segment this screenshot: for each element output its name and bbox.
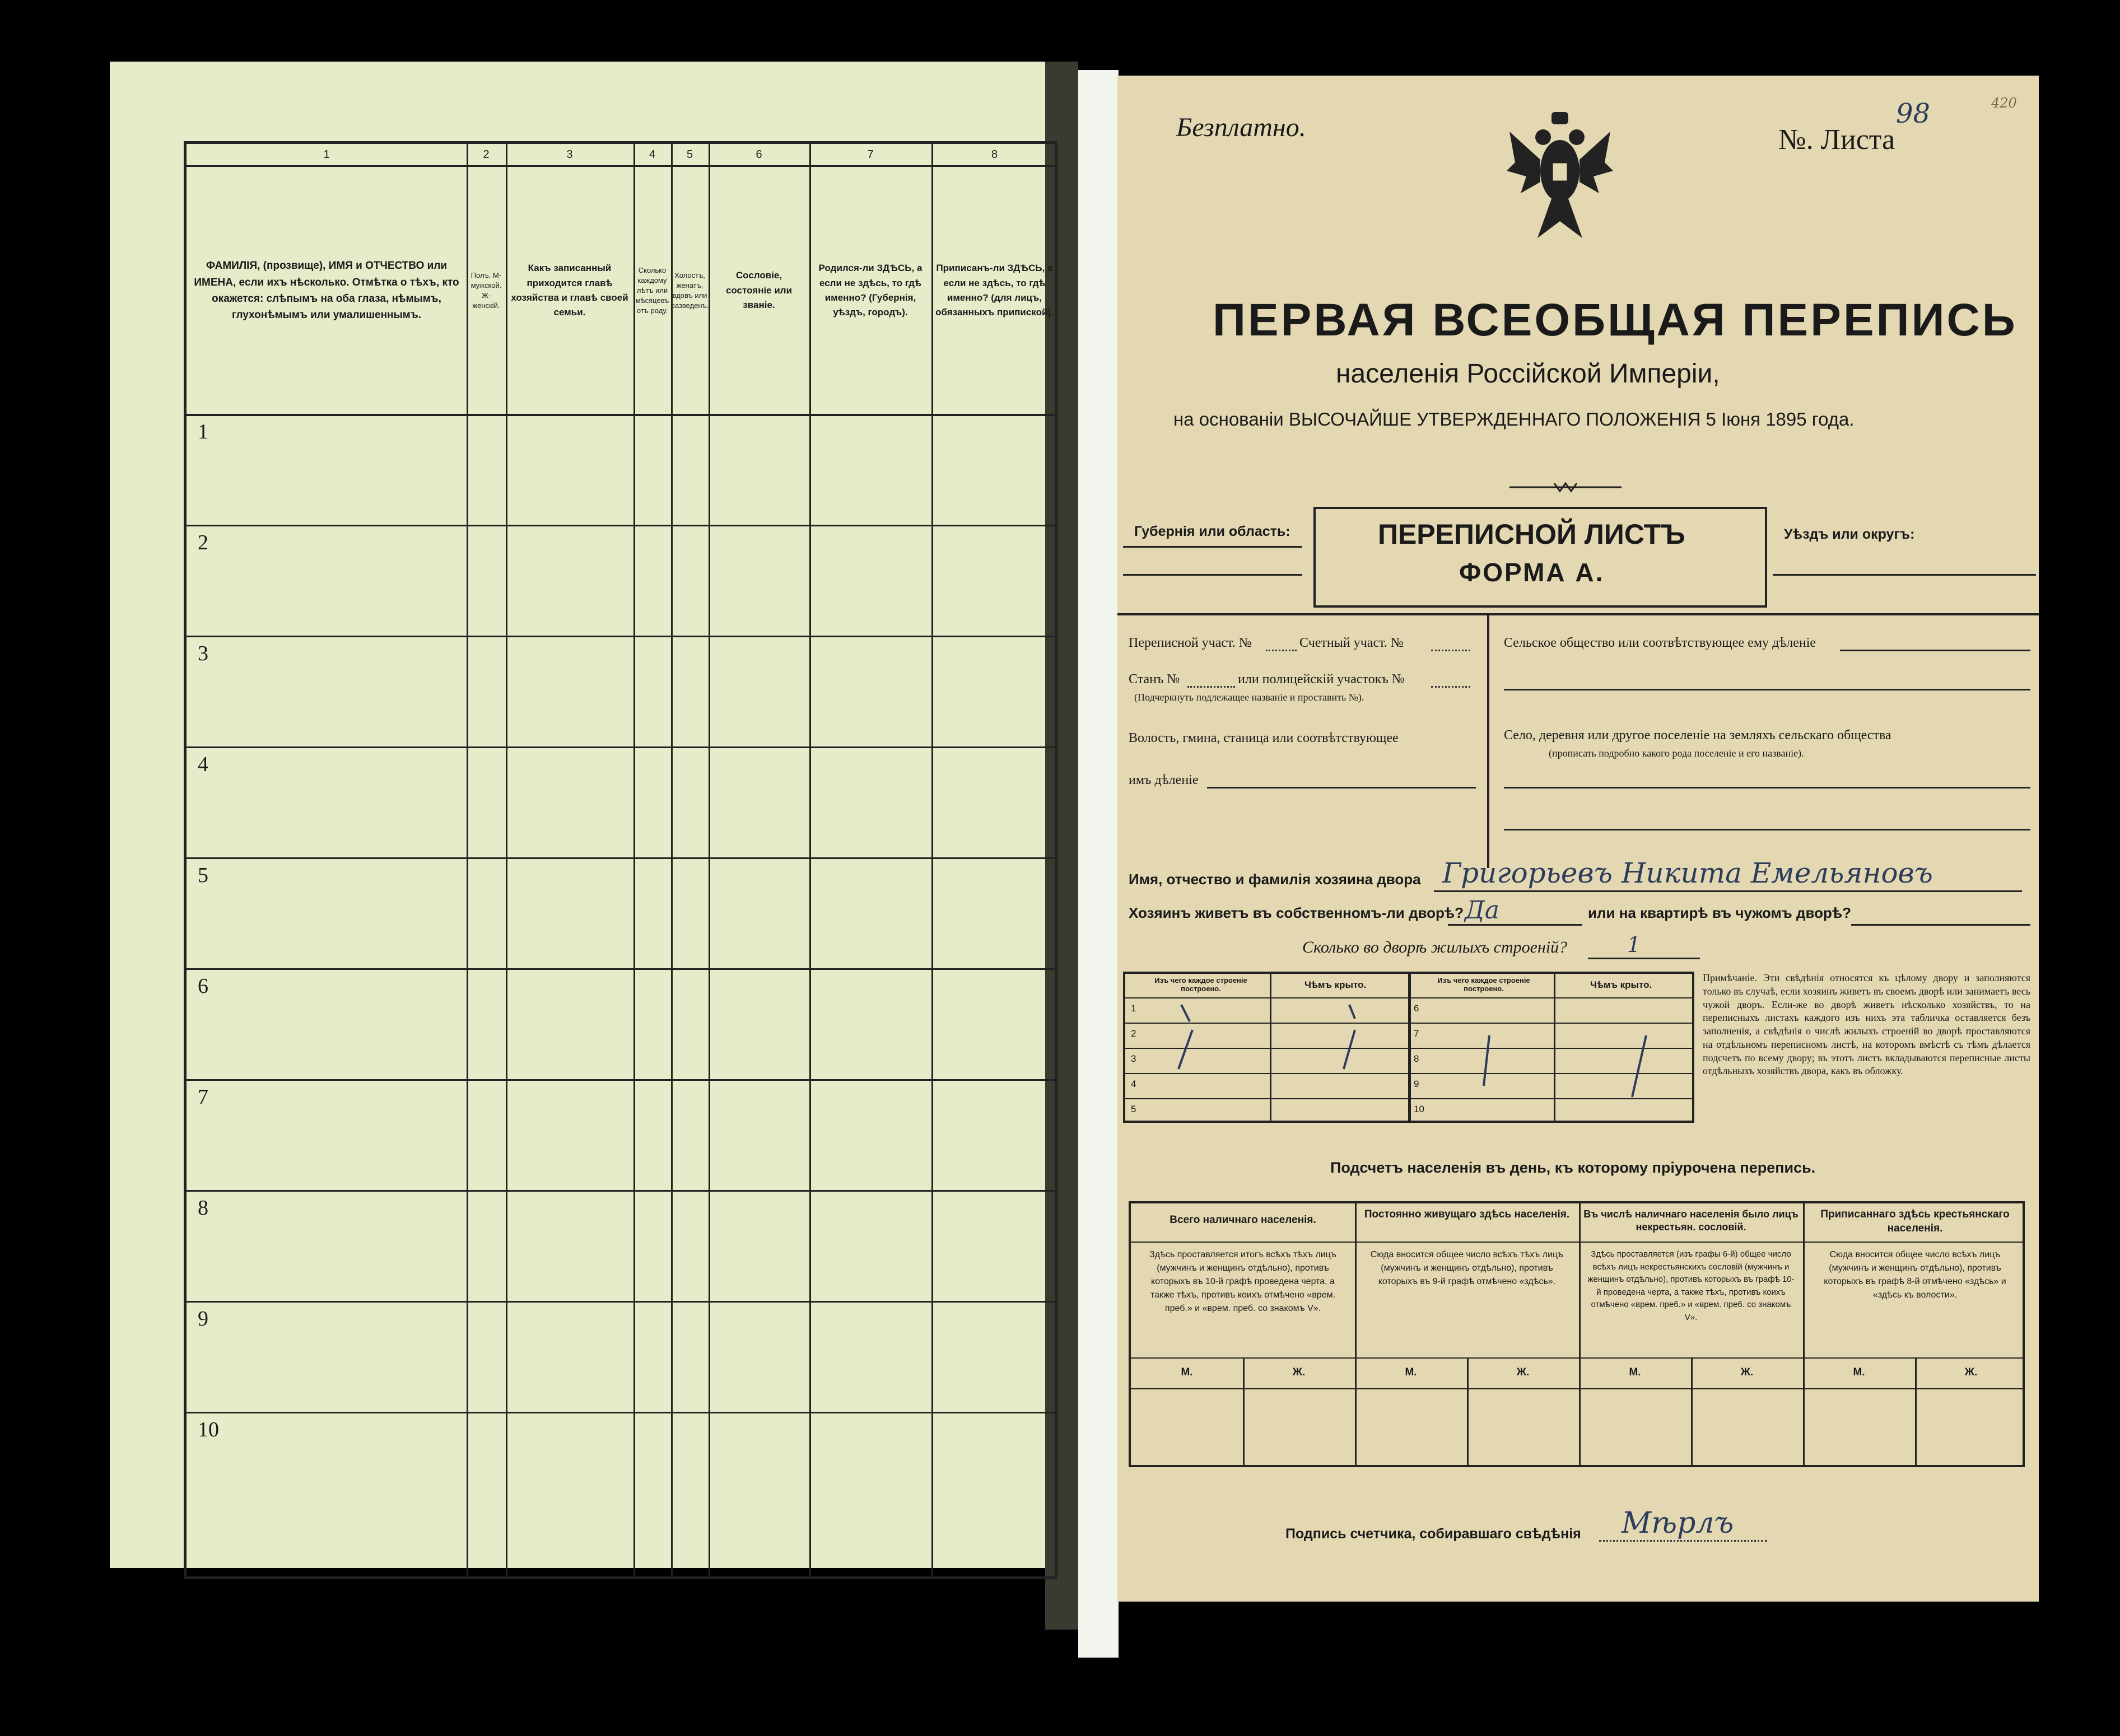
building-row-number: 1 <box>1131 1003 1136 1014</box>
signature-handwritten: Мѣрлъ <box>1622 1506 1734 1540</box>
row-number: 5 <box>198 864 208 887</box>
row-number: 9 <box>198 1307 208 1331</box>
roof-header: Чѣмъ крыто. <box>1590 979 1652 990</box>
building-row-number: 2 <box>1131 1028 1136 1039</box>
owner-handwritten: Григорьевъ Никита Емельяновъ <box>1442 857 1933 889</box>
double-headed-eagle-emblem <box>1504 109 1616 244</box>
material-header: Изъ чего каждое строеніе построено. <box>1437 976 1530 993</box>
summary-header: Постоянно живущаго здѣсь населенія. <box>1364 1208 1570 1220</box>
summary-header: Всего наличнаго населенія. <box>1170 1214 1316 1226</box>
building-row-number: 5 <box>1131 1104 1136 1114</box>
binding-strip <box>1078 70 1119 1658</box>
column-header-sex: Полъ. М-мужской. Ж-женскій. <box>470 270 502 310</box>
basis-line: на основаніи ВЫСОЧАЙШЕ УТВЕРЖДЕННАГО ПОЛОЖЕНІЯ 5 Іюня 1895 года. <box>1173 409 1855 430</box>
row-number: 3 <box>198 642 208 665</box>
volost-label: Волость, гмина, станица или соотвѣтствующее <box>1129 731 1399 745</box>
row-divider <box>187 1301 1055 1303</box>
rural-society-field[interactable] <box>1840 650 2030 651</box>
row-divider <box>187 1412 1055 1413</box>
summary-note: Здѣсь проставляется итогъ всѣхъ тѣхъ лицъ (мужчинъ и женщинъ отдѣльно), противъ которыхъ въ 10-й графѣ проведена черта, а также тѣхъ, противъ коихъ отмѣчено «врем. преб.» и «врем. преб. со знакомъ V». <box>1149 1250 1336 1313</box>
rent-field[interactable] <box>1851 924 2030 926</box>
owner-label: Имя, отчество и фамилія хозяина двора <box>1129 871 1421 888</box>
counting-section-label: Счетный участ. № <box>1299 636 1404 650</box>
province-line <box>1123 546 1302 548</box>
row-divider <box>187 746 1055 748</box>
column-number: 5 <box>686 148 693 161</box>
building-row-number: 9 <box>1414 1079 1419 1089</box>
section-divider <box>1117 613 2039 615</box>
row-number: 2 <box>198 531 208 554</box>
column-number: 6 <box>756 148 762 161</box>
column-number: 7 <box>867 148 874 161</box>
sex-label-m: М. <box>1853 1366 1865 1378</box>
column-header-name: ФАМИЛІЯ, (прозвище), ИМЯ и ОТЧЕСТВО или ИМЕНА, если ихъ нѣсколько. Отмѣтка о тѣхъ, кто окажется: слѣпымъ на оба глаза, нѣмымъ, глухонѣмымъ или умалишеннымъ. <box>194 260 459 321</box>
row-divider <box>187 1190 1055 1192</box>
row-number: 7 <box>198 1085 208 1109</box>
column-number: 2 <box>483 148 490 161</box>
subtitle: населенія Россійской Имперіи, <box>1336 359 1720 389</box>
building-row-number: 7 <box>1414 1028 1419 1039</box>
form-title: ПЕРЕПИСНОЙ ЛИСТЪ <box>1378 519 1685 550</box>
summary-note: Сюда вносится общее число всѣхъ тѣхъ лицъ (мужчинъ и женщинъ отдѣльно), противъ которыхъ въ 9-й графѣ отмѣчено «здѣсь». <box>1370 1250 1564 1286</box>
note-text: Примѣчаніе. Эти свѣдѣнія относятся къ цѣлому двору и заполняются только въ случаѣ, если хозяинъ живетъ въ своемъ дворѣ или занимаетъ весь чужой дворъ. Если-же во дворѣ живетъ нѣсколько хозяйствъ, то на переписныхъ листахъ каждого изъ нихъ эта табличка оставляется безъ заполненія, а свѣдѣнія о числѣ жилыхъ строеній во дворѣ проставляются на отдѣльномъ переписномъ листѣ, на которомъ вмѣстѣ съ тѣмъ дѣлается подсчетъ по всему двору; въ этотъ листъ вкладываются переписные листы отдѣльныхъ хозяйствъ двора, какъ въ обложку. <box>1703 972 2030 1077</box>
sex-label-f: Ж. <box>1740 1366 1754 1378</box>
stan-label: Станъ № <box>1129 672 1180 687</box>
form-subtitle: ФОРМА А. <box>1459 558 1605 587</box>
stan-field[interactable] <box>1187 686 1235 688</box>
building-row-number: 8 <box>1414 1053 1419 1064</box>
table-col <box>1355 1203 1357 1465</box>
column-number: 4 <box>649 148 656 161</box>
table-col <box>1803 1203 1805 1465</box>
summary-table <box>1129 1201 2025 1467</box>
material-header: Изъ чего каждое строеніе построено. <box>1154 976 1247 993</box>
table-row <box>1131 1357 2023 1359</box>
own-yard-label: Хозяинъ живетъ въ собственномъ-ли дворѣ? <box>1129 904 1464 921</box>
column-number: 3 <box>566 148 573 161</box>
counting-section-field[interactable] <box>1431 650 1470 651</box>
column-number: 8 <box>991 148 998 161</box>
header-divider <box>187 414 1055 416</box>
district-label: Уѣздъ или округъ: <box>1784 526 1915 542</box>
row-divider <box>187 636 1055 637</box>
ornament-divider <box>1509 482 1622 493</box>
police-section-field[interactable] <box>1431 686 1470 688</box>
handwritten-marks <box>1125 974 1697 1125</box>
free-label: Безплатно. <box>1176 113 1306 142</box>
row-number: 6 <box>198 974 208 998</box>
sex-label-m: М. <box>1181 1366 1193 1378</box>
rural-society-field-2[interactable] <box>1504 689 2030 690</box>
sex-label-f: Ж. <box>1516 1366 1530 1378</box>
column-header-registration: Приписанъ-ли ЗДѢСЬ, а если не здѣсь, то гдѣ именно? (для лицъ, обязанныхъ припиской). <box>935 263 1054 318</box>
volost-field[interactable] <box>1207 787 1476 788</box>
summary-header: Въ числѣ наличнаго населенія было лицъ некрестьян. сословій. <box>1583 1208 1798 1233</box>
signature-label: Подпись счетчика, собиравшаго свѣдѣнія <box>1285 1526 1581 1542</box>
sex-label-m: М. <box>1629 1366 1641 1378</box>
building-row-number: 3 <box>1131 1053 1136 1064</box>
main-title: ПЕРВАЯ ВСЕОБЩАЯ ПЕРЕПИСЬ <box>1213 295 2018 346</box>
section-divider <box>1487 613 1489 868</box>
census-table <box>184 141 1057 1579</box>
buildings-table <box>1123 972 1694 1123</box>
province-label: Губернія или область: <box>1134 524 1290 539</box>
table-col <box>1579 1203 1581 1465</box>
row-divider <box>187 525 1055 526</box>
sex-label-f: Ж. <box>1964 1366 1978 1378</box>
left-page <box>110 62 1054 1568</box>
summary-note: Сюда вносится общее число всѣхъ лицъ (мужчинъ и женщинъ отдѣльно), противъ которыхъ въ графѣ 8-й отмѣчено «здѣсь» и «здѣсь къ волости». <box>1824 1250 2006 1300</box>
row-number: 1 <box>198 420 208 444</box>
owner-field[interactable] <box>1434 890 2022 892</box>
header-divider <box>187 165 1055 167</box>
building-row-number: 10 <box>1414 1104 1424 1114</box>
right-page <box>1117 76 2039 1602</box>
sheet-number-label: №. Листа <box>1778 124 1895 156</box>
buildings-handwritten: 1 <box>1627 932 1641 957</box>
row-number: 4 <box>198 753 208 776</box>
buildings-label: Сколько во дворѣ жилыхъ строеній? <box>1302 938 1568 956</box>
column-header-estate: Сословіе, состояніе или званіе. <box>725 270 793 311</box>
buildings-field[interactable] <box>1588 958 1700 959</box>
column-header-age: Сколько каждому лѣтъ или мѣсяцевъ отъ роду. <box>635 265 669 315</box>
village-hint: (прописать подробно какого рода поселеніе и его названіе). <box>1549 748 1804 759</box>
table-row <box>1131 1388 2023 1389</box>
row-divider <box>187 1079 1055 1081</box>
row-divider <box>187 968 1055 970</box>
census-section-field[interactable] <box>1266 650 1297 651</box>
row-number: 8 <box>198 1196 208 1220</box>
summary-note: Здѣсь проставляется (изъ графы 6-й) общее число всѣхъ лицъ некрестьянскихъ сословій (мужчинъ и женщинъ отдѣльно), противъ которыхъ въ графѣ 10-й проведена черта, а также тѣхъ, противъ коихъ отмѣчено «врем. преб.» и «врем. преб. со знакомъ V». <box>1587 1249 1795 1322</box>
village-field-2[interactable] <box>1504 829 2030 830</box>
row-divider <box>187 857 1055 859</box>
district-line <box>1773 574 2036 576</box>
division-label: имъ дѣленіе <box>1129 773 1199 787</box>
census-section-label: Переписной участ. № <box>1129 636 1252 650</box>
village-label: Село, деревня или другое поселеніе на земляхъ сельскаго общества <box>1504 728 1891 743</box>
corner-note: 420 <box>1991 95 2017 111</box>
province-line <box>1123 574 1302 576</box>
building-row-number: 6 <box>1414 1003 1419 1014</box>
summary-title: Подсчетъ населенія въ день, къ которому пріурочена перепись. <box>1330 1159 1816 1176</box>
summary-header: Приписаннаго здѣсь крестьянскаго населенія. <box>1820 1208 2010 1234</box>
stan-hint: (Подчеркнуть подлежащее названіе и проставить №). <box>1134 692 1364 703</box>
column-header-birthplace: Родился-ли ЗДѢСЬ, а если не здѣсь, то гдѣ именно? (Губернія, уѣздъ, городъ). <box>818 263 922 318</box>
column-number: 1 <box>323 148 330 161</box>
police-section-label: или полицейскій участокъ № <box>1238 672 1405 687</box>
own-yard-handwritten: Да <box>1465 896 1500 925</box>
building-row-number: 4 <box>1131 1079 1136 1089</box>
sex-label-f: Ж. <box>1292 1366 1306 1378</box>
rent-label: или на квартирѣ въ чужомъ дворѣ? <box>1588 904 1852 921</box>
sex-label-m: М. <box>1405 1366 1417 1378</box>
table-row <box>1131 1242 2023 1243</box>
roof-header: Чѣмъ крыто. <box>1304 979 1367 990</box>
row-number: 10 <box>198 1418 219 1441</box>
village-field[interactable] <box>1504 787 2030 788</box>
rural-society-label: Сельское общество или соотвѣтствующее ему дѣленіе <box>1504 636 1816 650</box>
column-header-marital: Холостъ, женатъ, вдовъ или разведенъ. <box>670 270 709 310</box>
signature-field[interactable] <box>1599 1540 1767 1542</box>
sheet-number-handwritten: 98 <box>1896 98 1931 129</box>
column-header-relation: Какъ записанный приходится главѣ хозяйства и главѣ своей семьи. <box>511 263 628 318</box>
